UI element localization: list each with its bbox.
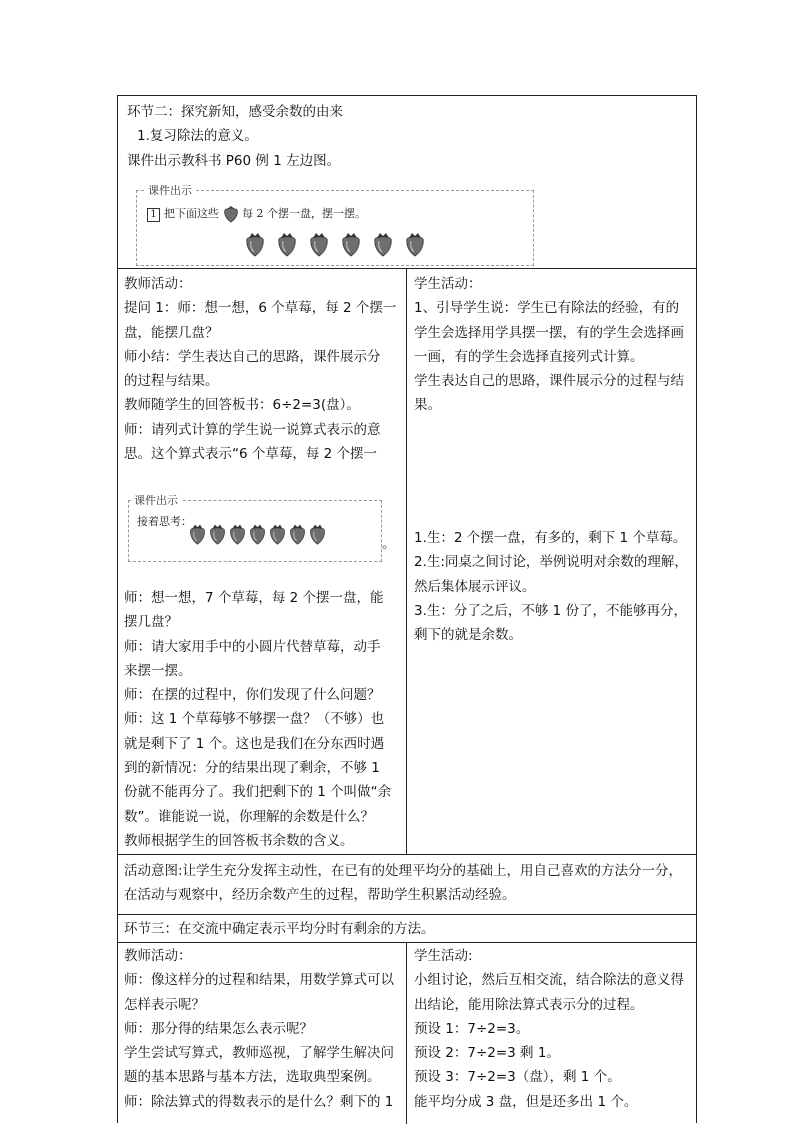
courseware-box-2 [128, 494, 382, 562]
strawberry-icon [309, 519, 326, 549]
row-divider [118, 942, 696, 943]
courseware-tab-2: 课件出示 [131, 492, 181, 508]
student-line: 小组讨论，然后互相交流，结合除法的意义得 [414, 972, 684, 989]
teacher-line: 来摆一摆。 [124, 662, 192, 679]
row-divider [118, 268, 696, 269]
teacher-activity-1 [124, 272, 404, 466]
student-line: 3.生：分了之后，不够 1 份了，不能够再分， [414, 602, 688, 619]
student-line: 剩下的就是余数。 [414, 627, 522, 644]
student-line: 然后集体展示评议。 [414, 578, 536, 595]
section3-title: 环节三：在交流中确定表示平均分时有剩余的方法。 [124, 921, 435, 937]
intent-line: 在活动与观察中，经历余数产生的过程，帮助学生积累活动经验。 [124, 887, 516, 904]
teacher-line: 份就不能再分了。我们把剩下的 1 个叫做“余 [124, 784, 392, 801]
teacher-line: 提问 1：师：想一想，6 个草莓，每 2 个摆一 [124, 300, 397, 317]
example-number: 1 [147, 208, 160, 222]
teacher-line: 师：像这样分的过程和结果，用数学算式可以 [124, 972, 394, 989]
row-divider [118, 854, 696, 855]
student-line: 1.生：2 个摆一盘，有多的，剩下 1 个草莓。 [414, 530, 687, 546]
intent-lines [124, 859, 682, 908]
student-line: 预设 1：7÷2=3。 [414, 1020, 530, 1037]
courseware-intro: 课件出示教科书 P60 例 1 左边图。 [127, 152, 341, 169]
courseware-box-1 [136, 184, 534, 266]
student-lines-1b [414, 526, 696, 647]
teacher-lines-1 [124, 296, 404, 466]
student-heading-2: 学生活动: [414, 948, 473, 964]
student-lines-1 [414, 296, 696, 417]
student-heading: 学生活动： [414, 276, 482, 292]
teacher-line: 师：这 1 个草莓够不够摆一盘？（不够）也 [124, 711, 385, 728]
student-line: 能平均分成 3 盘，但是还多出 1 个。 [414, 1093, 638, 1110]
section3-cell [124, 917, 435, 941]
teacher-line: 师小结：学生表达自己的思路，课件展示分 [124, 348, 381, 365]
strawberry-row-1 [245, 231, 437, 261]
teacher-heading: 教师活动： [124, 276, 192, 292]
strawberry-icon [249, 519, 266, 549]
lesson-table [117, 95, 697, 1123]
instruction-text-b: 每 2 个摆一盘，摆一摆。 [242, 207, 366, 220]
section2-item1: 1.复习除法的意义。 [137, 128, 258, 145]
teacher-line: 题的基本思路与基本方法，选取典型案例。 [124, 1069, 381, 1086]
teacher-line: 学生尝试写算式，教师巡视，了解学生解决问 [124, 1045, 394, 1062]
teacher-activity-1b [124, 586, 404, 853]
student-line: 果。 [414, 397, 441, 414]
instruction-text-a: 把下面这些 [164, 207, 219, 220]
courseware-tab: 课件出示 [145, 182, 195, 198]
strawberry-icon [341, 231, 361, 257]
strawberry-icon [289, 519, 306, 549]
strawberry-icon [269, 519, 286, 549]
strawberry-row-2 [189, 519, 329, 553]
teacher-activity-2 [124, 944, 404, 1114]
section2-cell [127, 100, 343, 173]
row-divider [118, 914, 696, 915]
teacher-line: 盘，能摆几盘？ [124, 324, 219, 341]
section2-title: 环节二：探究新知，感受余数的由来 [127, 104, 343, 120]
teacher-line: 数”。谁能说一说，你理解的余数是什么？ [124, 808, 374, 825]
teacher-lines-1b [124, 586, 404, 853]
strawberry-icon [373, 231, 393, 257]
activity-intent [124, 859, 682, 908]
student-line: 1、引导学生说：学生已有除法的经验，有的 [414, 300, 680, 317]
student-activity-2 [414, 944, 696, 1114]
student-line: 出结论，能用除法算式表示分的过程。 [414, 996, 644, 1013]
teacher-line: 的过程与结果。 [124, 373, 219, 390]
teacher-line: 教师随学生的回答板书：6÷2=3(盘）。 [124, 397, 360, 414]
intent-line: 活动意图:让学生充分发挥主动性，在已有的处理平均分的基础上，用自己喜欢的方法分一分， [124, 863, 683, 879]
teacher-line: 师：除法算式的得数表示的是什么？剩下的 1 [124, 1093, 394, 1110]
student-line: 学生会选择用学具摆一摆，有的学生会选择画 [414, 324, 684, 341]
column-divider [406, 942, 407, 1124]
student-line: 学生表达自己的思路，课件展示分的过程与结 [414, 373, 684, 390]
student-line: 2.生:同桌之间讨论，举例说明对余数的理解， [414, 554, 688, 571]
student-lines-2 [414, 968, 696, 1114]
column-divider [406, 268, 407, 854]
teacher-line: 师：请大家用手中的小圆片代替草莓，动手 [124, 638, 381, 655]
strawberry-icon [189, 519, 206, 549]
strawberry-icon [309, 231, 329, 257]
student-line: 一画，有的学生会选择直接列式计算。 [414, 348, 644, 365]
courseware-prompt: 接着思考： [137, 515, 192, 528]
courseware-instruction [147, 205, 366, 223]
strawberry-icon [245, 231, 265, 257]
strawberry-icon [229, 519, 246, 549]
teacher-line: 师：那分得的结果怎么表示呢？ [124, 1020, 313, 1037]
strawberry-icon [277, 231, 297, 257]
strawberry-icon [223, 205, 239, 223]
teacher-line: 到的新情况：分的结果出现了剩余，不够 1 [124, 760, 380, 777]
student-line: 预设 3：7÷2=3（盘），剩 1 个。 [414, 1069, 621, 1086]
teacher-line: 师：在摆的过程中，你们发现了什么问题？ [124, 687, 381, 704]
student-activity-1b [414, 526, 696, 647]
strawberry-icon [405, 231, 425, 257]
teacher-lines-2 [124, 968, 404, 1114]
teacher-line: 就是剩下了 1 个。这也是我们在分东西时遇 [124, 735, 385, 752]
sentence-period: 。 [382, 536, 396, 552]
student-line: 预设 2：7÷2=3 剩 1。 [414, 1045, 560, 1062]
teacher-line: 师：请列式计算的学生说一说算式表示的意 [124, 421, 381, 438]
teacher-heading-2: 教师活动： [124, 948, 192, 964]
strawberry-icon [209, 519, 226, 549]
student-activity-1 [414, 272, 696, 418]
teacher-line: 师：想一想，7 个草莓，每 2 个摆一盘，能 [124, 590, 384, 606]
teacher-line: 思。这个算式表示“6 个草莓，每 2 个摆一 [124, 446, 378, 463]
teacher-line: 怎样表示呢？ [124, 996, 205, 1013]
teacher-line: 教师根据学生的回答板书余数的含义。 [124, 832, 354, 849]
teacher-line: 摆几盘？ [124, 614, 178, 631]
